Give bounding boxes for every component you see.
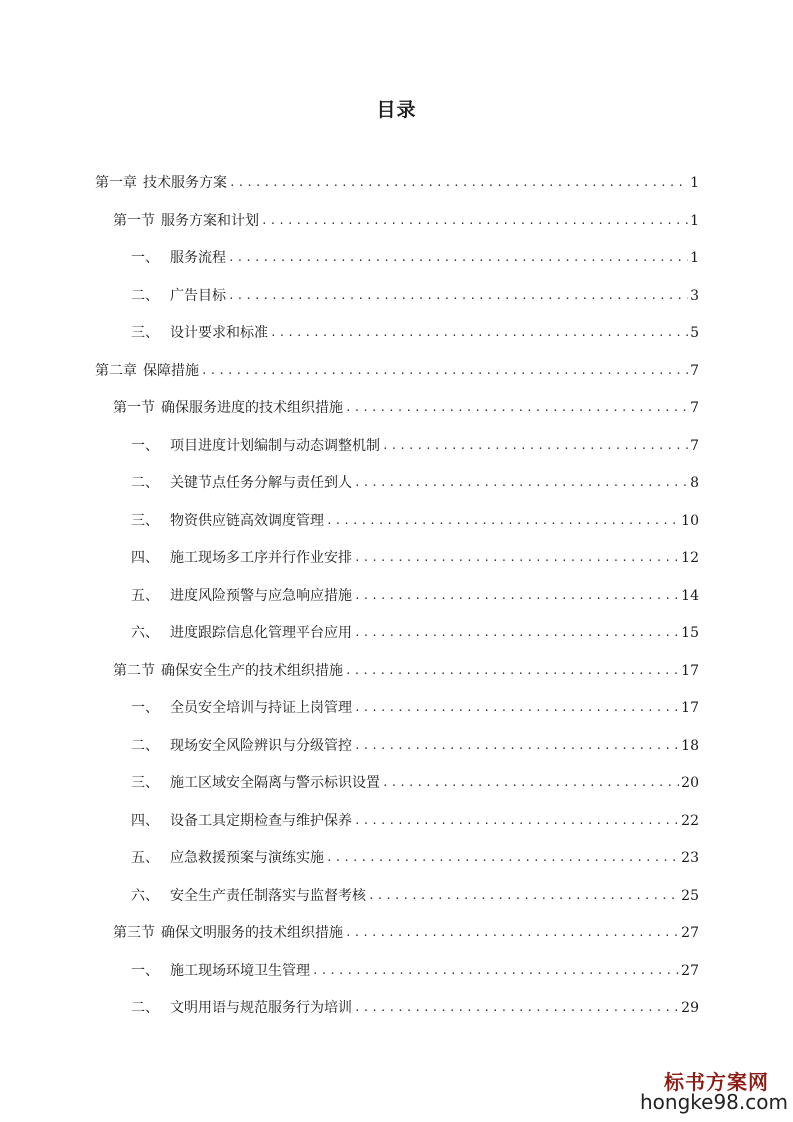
toc-entry-number: 六、 <box>131 887 159 904</box>
toc-entry-number: 一、 <box>131 250 159 266</box>
toc-entry-page: 10 <box>681 512 699 529</box>
toc-entry[interactable] <box>131 848 699 868</box>
toc-entry-title: 确保安全生产的技术组织措施 <box>161 662 343 679</box>
toc-entry-number: 第一节 <box>113 212 155 229</box>
toc-entry-title: 应急救援预案与演练实施 <box>170 850 324 866</box>
toc-leader-dots <box>354 998 679 1018</box>
toc-entry-page: 29 <box>681 1000 699 1016</box>
watermark-en: hongke98.com <box>640 1090 788 1114</box>
toc-entry-number: 三、 <box>131 775 159 791</box>
toc-entry-page: 1 <box>690 212 699 229</box>
toc-entry[interactable] <box>131 473 699 493</box>
page-title: 目录 <box>376 99 417 121</box>
toc-leader-dots <box>368 886 679 906</box>
toc-entry[interactable] <box>131 961 699 981</box>
toc-entry-page: 8 <box>690 475 699 491</box>
toc-leader-dots <box>326 511 679 531</box>
toc-leader-dots <box>354 698 679 718</box>
toc-leader-dots <box>326 848 679 868</box>
toc-entry-number: 五、 <box>131 850 159 866</box>
toc-entry-title: 施工现场环境卫生管理 <box>170 962 310 979</box>
toc-entry-title: 服务方案和计划 <box>161 212 259 229</box>
toc-leader-dots <box>382 773 679 793</box>
toc-entry-number: 一、 <box>131 962 159 979</box>
toc-entry-title: 确保文明服务的技术组织措施 <box>161 925 343 941</box>
toc-entry[interactable] <box>131 698 699 718</box>
toc-entry-title: 保障措施 <box>143 362 199 379</box>
toc-entry-title: 现场安全风险辨识与分级管控 <box>170 737 352 754</box>
toc-entry[interactable] <box>131 773 699 793</box>
toc-entry[interactable] <box>131 886 699 906</box>
toc-entry[interactable] <box>131 286 699 306</box>
toc-entry-title: 施工区域安全隔离与警示标识设置 <box>170 775 380 791</box>
toc-entry-number: 二、 <box>131 475 159 491</box>
toc-entry-page: 18 <box>681 737 699 754</box>
toc-entry-number: 一、 <box>131 437 159 454</box>
toc-entry[interactable] <box>131 548 699 568</box>
toc-leader-dots <box>354 736 679 756</box>
toc-entry-page: 23 <box>681 850 699 866</box>
toc-entry-page: 20 <box>681 775 699 791</box>
toc-entry-title: 安全生产责任制落实与监督考核 <box>170 887 366 904</box>
toc-entry-title: 服务流程 <box>170 250 226 266</box>
toc-leader-dots <box>228 286 688 306</box>
toc-entry-title: 设备工具定期检查与维护保养 <box>170 812 352 829</box>
toc-entry-page: 17 <box>681 662 699 679</box>
toc-entry-title: 确保服务进度的技术组织措施 <box>161 400 343 416</box>
toc-entry-title: 物资供应链高效调度管理 <box>170 512 324 529</box>
toc-entry-number: 六、 <box>131 625 159 641</box>
toc-leader-dots <box>229 173 688 193</box>
toc-entry-page: 1 <box>690 175 699 191</box>
toc-entry-number: 一、 <box>131 700 159 716</box>
toc-entry[interactable] <box>131 323 699 343</box>
toc-entry-title: 项目进度计划编制与动态调整机制 <box>170 437 380 454</box>
toc-entry[interactable] <box>113 923 699 943</box>
toc-entry[interactable] <box>131 436 699 456</box>
toc-entry-number: 第二节 <box>113 662 155 679</box>
toc-entry-number: 第三节 <box>113 925 155 941</box>
toc-entry[interactable] <box>131 248 699 268</box>
toc-leader-dots <box>354 586 679 606</box>
toc-leader-dots <box>201 361 688 381</box>
toc-entry-number: 五、 <box>131 587 159 604</box>
toc-entry-number: 第二章 <box>95 362 137 379</box>
toc-entry-page: 27 <box>681 925 699 941</box>
toc-leader-dots <box>270 323 688 343</box>
toc-entry[interactable] <box>131 623 699 643</box>
toc-entry-page: 15 <box>681 625 699 641</box>
toc-entry-number: 四、 <box>131 550 159 566</box>
toc-entry-number: 三、 <box>131 512 159 529</box>
toc-entry-number: 第一节 <box>113 400 155 416</box>
toc-entry[interactable] <box>113 398 699 418</box>
toc-entry-number: 第一章 <box>95 175 137 191</box>
toc-entry[interactable] <box>131 586 699 606</box>
watermark-cn: 标书方案网 <box>664 1070 769 1094</box>
toc-leader-dots <box>345 923 679 943</box>
toc-entry-page: 3 <box>690 287 699 304</box>
toc-entry[interactable] <box>131 998 699 1018</box>
toc-entry-title: 设计要求和标准 <box>170 325 268 341</box>
toc-entry-number: 二、 <box>131 287 159 304</box>
toc-entry-number: 四、 <box>131 812 159 829</box>
toc-entry[interactable] <box>95 361 699 381</box>
toc-entry-page: 25 <box>681 887 699 904</box>
toc-entry-page: 7 <box>690 437 699 454</box>
toc-leader-dots <box>354 623 679 643</box>
toc-entry-number: 二、 <box>131 1000 159 1016</box>
toc-entry-page: 7 <box>690 400 699 416</box>
toc-leader-dots <box>345 661 679 681</box>
toc-entry[interactable] <box>95 173 699 193</box>
toc-entry-page: 1 <box>690 250 699 266</box>
toc-leader-dots <box>228 248 688 268</box>
toc-entry-title: 技术服务方案 <box>143 175 227 191</box>
toc-entry-page: 17 <box>681 700 699 716</box>
toc-entry-number: 三、 <box>131 325 159 341</box>
toc-leader-dots <box>345 398 688 418</box>
toc-entry-page: 22 <box>681 812 699 829</box>
toc-entry-page: 5 <box>690 325 699 341</box>
watermark-logo <box>640 1066 790 1116</box>
toc-leader-dots <box>312 961 679 981</box>
toc-entry[interactable] <box>131 736 699 756</box>
toc-entry-title: 全员安全培训与持证上岗管理 <box>170 700 352 716</box>
toc-entry-title: 施工现场多工序并行作业安排 <box>170 550 352 566</box>
toc-leader-dots <box>354 811 679 831</box>
toc-leader-dots <box>354 548 679 568</box>
toc-entry-title: 广告目标 <box>170 287 226 304</box>
toc-leader-dots <box>354 473 688 493</box>
toc-entry[interactable] <box>113 661 699 681</box>
toc-entry-title: 文明用语与规范服务行为培训 <box>170 1000 352 1016</box>
toc-entry-page: 14 <box>681 587 699 604</box>
toc-entry-title: 进度跟踪信息化管理平台应用 <box>170 625 352 641</box>
toc-entry-page: 12 <box>681 550 699 566</box>
toc-entry-number: 二、 <box>131 737 159 754</box>
toc-entry-page: 27 <box>681 962 699 979</box>
toc-leader-dots <box>261 211 688 231</box>
toc-entry-title: 进度风险预警与应急响应措施 <box>170 587 352 604</box>
toc-entry[interactable] <box>131 511 699 531</box>
toc-entry[interactable] <box>131 811 699 831</box>
toc-entry-page: 7 <box>690 362 699 379</box>
toc-leader-dots <box>382 436 688 456</box>
toc-entry-title: 关键节点任务分解与责任到人 <box>170 475 352 491</box>
toc-entry[interactable] <box>113 211 699 231</box>
